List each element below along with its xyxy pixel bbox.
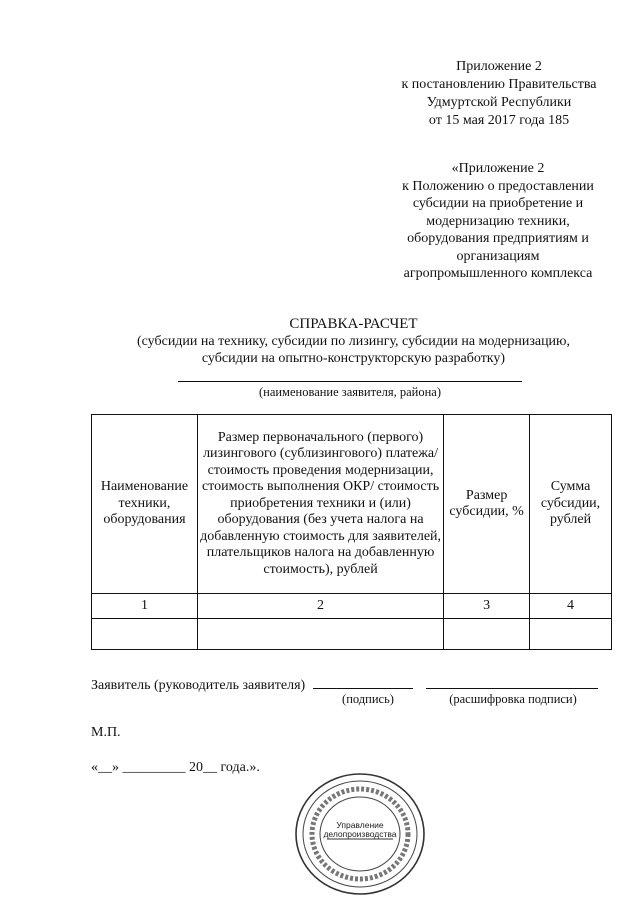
decode-underline: [426, 676, 598, 689]
signature-label: Заявитель (руководитель заявителя): [91, 678, 306, 693]
column-number: 3: [444, 594, 530, 619]
calculation-table: [91, 414, 612, 650]
appendix-sub-line: агропромышленного комплекса: [403, 266, 593, 281]
table-header-row: [92, 415, 612, 594]
appendix-line: Приложение 2: [456, 59, 542, 74]
appendix-sub-line: модернизацию техники,: [426, 213, 570, 229]
date-line: «__» _________ 20__ года.».: [91, 760, 260, 775]
table-cell: [92, 619, 198, 650]
document-subtitle-line: (субсидии на технику, субсидии по лизингу, субсидии на модернизацию,: [136, 334, 571, 349]
applicant-caption: (наименование заявителя, района): [258, 385, 442, 399]
appendix-sub-line: организациям: [456, 248, 540, 264]
appendix-sub-line: субсидии на приобретение и: [412, 196, 584, 211]
table-cell: [444, 619, 530, 650]
applicant-underline: [178, 381, 522, 382]
table-cell: [197, 619, 443, 650]
appendix-sub-line: к Положению о предоставлении: [402, 178, 594, 194]
document-title-block: [96, 316, 611, 367]
header-subsidy-sum: Сумма субсидии, рублей: [530, 415, 612, 594]
appendix-header: [386, 58, 612, 130]
column-number: 1: [92, 594, 198, 619]
appendix-sub-line: «Приложение 2: [451, 161, 545, 176]
column-number: 2: [197, 594, 443, 619]
column-number: 4: [530, 594, 612, 619]
document-subtitle-line: субсидии на опытно-конструкторскую разработку): [201, 351, 506, 366]
appendix-sub-header: [378, 160, 618, 283]
signature-caption: (подпись): [342, 692, 394, 706]
stamp-seal-icon: [292, 770, 428, 898]
stamp-text: Управление: [336, 820, 384, 830]
table-cell: [530, 619, 612, 650]
table-row: [92, 619, 612, 650]
appendix-line: к постановлению Правительства: [401, 77, 597, 92]
stamp-text: делопроизводства: [323, 829, 397, 839]
appendix-line: Удмуртской Республики: [426, 95, 572, 110]
document-title: СПРАВКА-РАСЧЕТ: [289, 316, 418, 332]
header-equipment-name: Наименование техники, оборудования: [92, 415, 198, 594]
header-subsidy-percent: Размер субсидии, %: [444, 415, 530, 594]
appendix-sub-line: оборудования предприятиям и: [407, 231, 589, 246]
appendix-line: от 15 мая 2017 года 185: [428, 113, 570, 128]
signature-underline: [313, 676, 413, 689]
decode-caption: (расшифровка подписи): [449, 692, 577, 706]
seal-place-label: М.П.: [91, 725, 121, 740]
header-payment-amount: Размер первоначального (первого) лизингового (сублизингового) платежа/стоимость проведения модернизации, стоимость выполнения ОКР/ стоимость приобретения техники и (или) оборудования (без учета налога на добавленную стоимость для заявителей, плательщиков налога на добавленную стоимость), рублей: [197, 415, 443, 594]
table-numbers-row: [92, 594, 612, 619]
official-stamp: [292, 770, 428, 898]
